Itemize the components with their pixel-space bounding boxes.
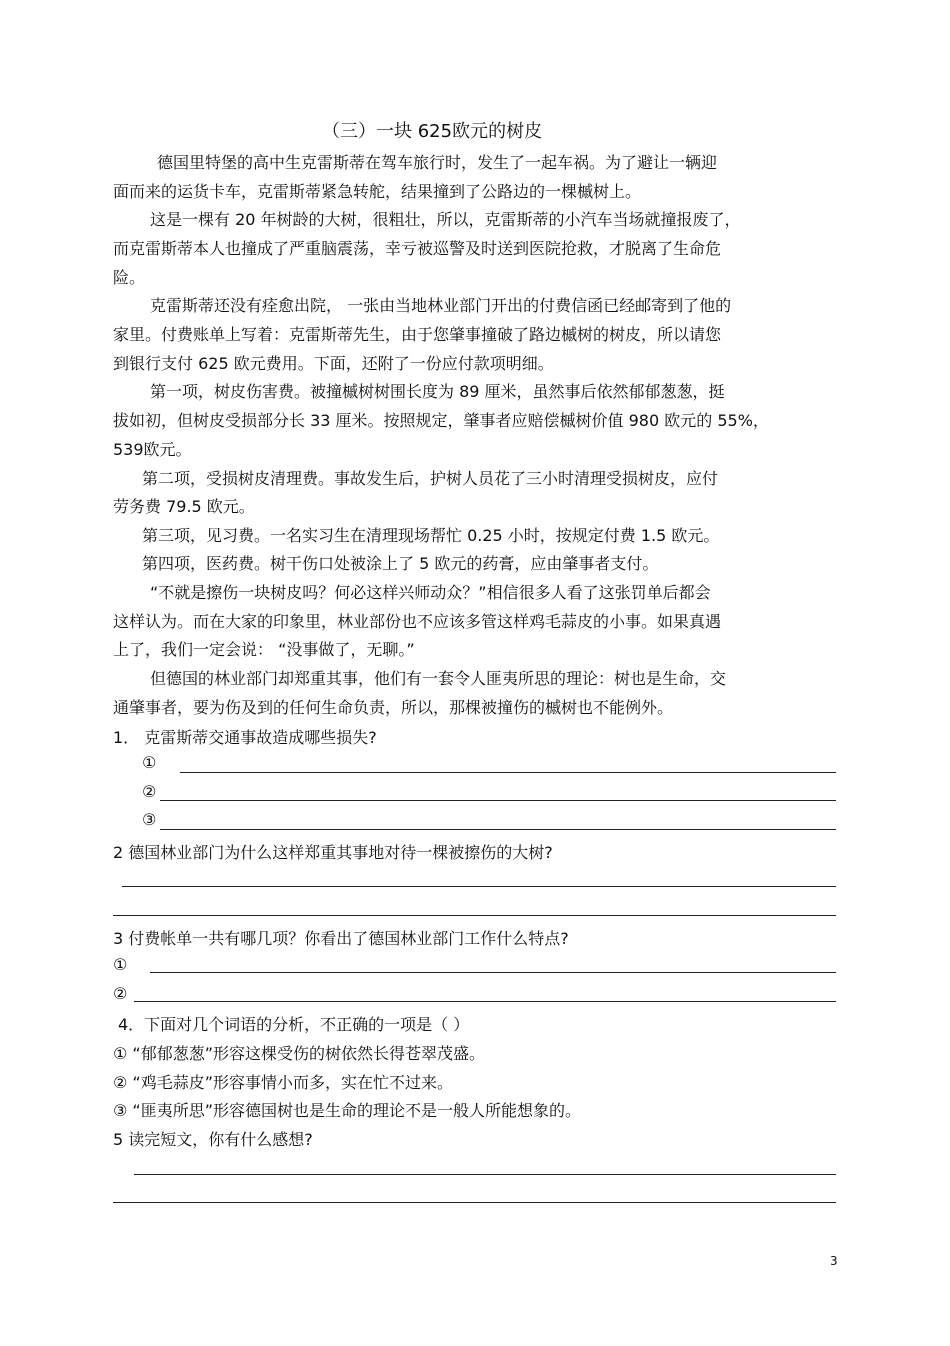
answer-line[interactable] <box>134 1174 836 1175</box>
document-title: （三）一块 625欧元的树皮 <box>322 121 543 142</box>
paragraph-line: 第四项，医药费。树干伤口处被涂上了 5 欧元的药膏，应由肇事者支付。 <box>142 554 659 573</box>
question-1: 1． 克雷斯蒂交通事故造成哪些损失? <box>113 728 377 747</box>
paragraph-line: 家里。付费账单上写着：克雷斯蒂先生，由于您肇事撞破了路边槭树的树皮，所以请您 <box>113 325 722 344</box>
answer-mark: ② <box>113 984 128 1003</box>
paragraph-line: 第一项，树皮伤害费。被撞槭树树围长度为 89 厘米，虽然事后依然郁郁葱葱，挺 <box>150 382 725 401</box>
option-item: ③ “匪夷所思”形容德国树也是生命的理论不是一般人所能想象的。 <box>113 1101 582 1120</box>
option-item: ② “鸡毛蒜皮”形容事情小而多，实在忙不过来。 <box>113 1073 454 1092</box>
answer-line[interactable] <box>160 829 836 830</box>
paragraph-line: 克雷斯蒂还没有痊愈出院， 一张由当地林业部门开出的付费信函已经邮寄到了他的 <box>150 296 732 315</box>
question-3: 3 付费帐单一共有哪几项？你看出了德国林业部门工作什么特点? <box>113 929 569 948</box>
paragraph-line: 第三项，见习费。一名实习生在清理现场帮忙 0.25 小时，按规定付费 1.5 欧元。 <box>142 526 720 545</box>
answer-line[interactable] <box>113 1202 836 1203</box>
paragraph-line: 险。 <box>113 268 146 287</box>
paragraph-line: “不就是擦伤一块树皮吗？何必这样兴师动众？”相信很多人看了这张罚单后都会 <box>150 583 711 602</box>
answer-line[interactable] <box>160 800 836 801</box>
page-number: 3 <box>830 1254 838 1268</box>
answer-line[interactable] <box>150 972 836 973</box>
paragraph-line: 德国里特堡的高中生克雷斯蒂在驾车旅行时，发生了一起车祸。为了避让一辆迎 <box>157 153 718 172</box>
question-2: 2 德国林业部门为什么这样郑重其事地对待一棵被擦伤的大树? <box>113 843 553 862</box>
paragraph-line: 到银行支付 625 欧元费用。下面，还附了一份应付款项明细。 <box>113 354 554 373</box>
answer-line[interactable] <box>134 1001 836 1002</box>
answer-line[interactable] <box>113 915 836 916</box>
answer-line[interactable] <box>122 886 836 887</box>
question-5: 5 读完短文，你有什么感想? <box>113 1130 313 1149</box>
paragraph-line: 上了，我们一定会说： “没事做了，无聊。” <box>113 640 415 659</box>
paragraph-line: 539欧元。 <box>113 440 192 459</box>
paragraph-line: 劳务费 79.5 欧元。 <box>113 497 255 516</box>
paragraph-line: 第二项，受损树皮清理费。事故发生后，护树人员花了三小时清理受损树皮，应付 <box>142 469 719 488</box>
option-item: ① “郁郁葱葱”形容这棵受伤的树依然长得苍翠茂盛。 <box>113 1044 486 1063</box>
paragraph-line: 这是一棵有 20 年树龄的大树，很粗壮，所以，克雷斯蒂的小汽车当场就撞报废了， <box>150 210 741 229</box>
paragraph-line: 而克雷斯蒂本人也撞成了严重脑震荡，幸亏被巡警及时送到医院抢救，才脱离了生命危 <box>113 239 722 258</box>
paragraph-line: 但德国的林业部门却郑重其事，他们有一套令人匪夷所思的理论：树也是生命，交 <box>150 669 727 688</box>
answer-line[interactable] <box>180 772 836 773</box>
answer-mark: ② <box>142 782 157 801</box>
paragraph-line: 面而来的运货卡车，克雷斯蒂紧急转舵，结果撞到了公路边的一棵槭树上。 <box>113 182 642 201</box>
question-4: 4．下面对几个词语的分析，不正确的一项是（ ） <box>118 1015 470 1034</box>
paragraph-line: 这样认为。而在大家的印象里，林业部份也不应该多管这样鸡毛蒜皮的小事。如果真遇 <box>113 612 722 631</box>
paragraph-line: 拔如初，但树皮受损部分长 33 厘米。按照规定，肇事者应赔偿槭树价值 980 欧元的 55%， <box>113 411 769 430</box>
answer-mark: ③ <box>142 810 157 829</box>
paragraph-line: 通肇事者，要为伤及到的任何生命负责，所以，那棵被撞伤的槭树也不能例外。 <box>113 698 674 717</box>
answer-mark: ① <box>113 955 128 974</box>
answer-mark: ① <box>142 753 157 772</box>
